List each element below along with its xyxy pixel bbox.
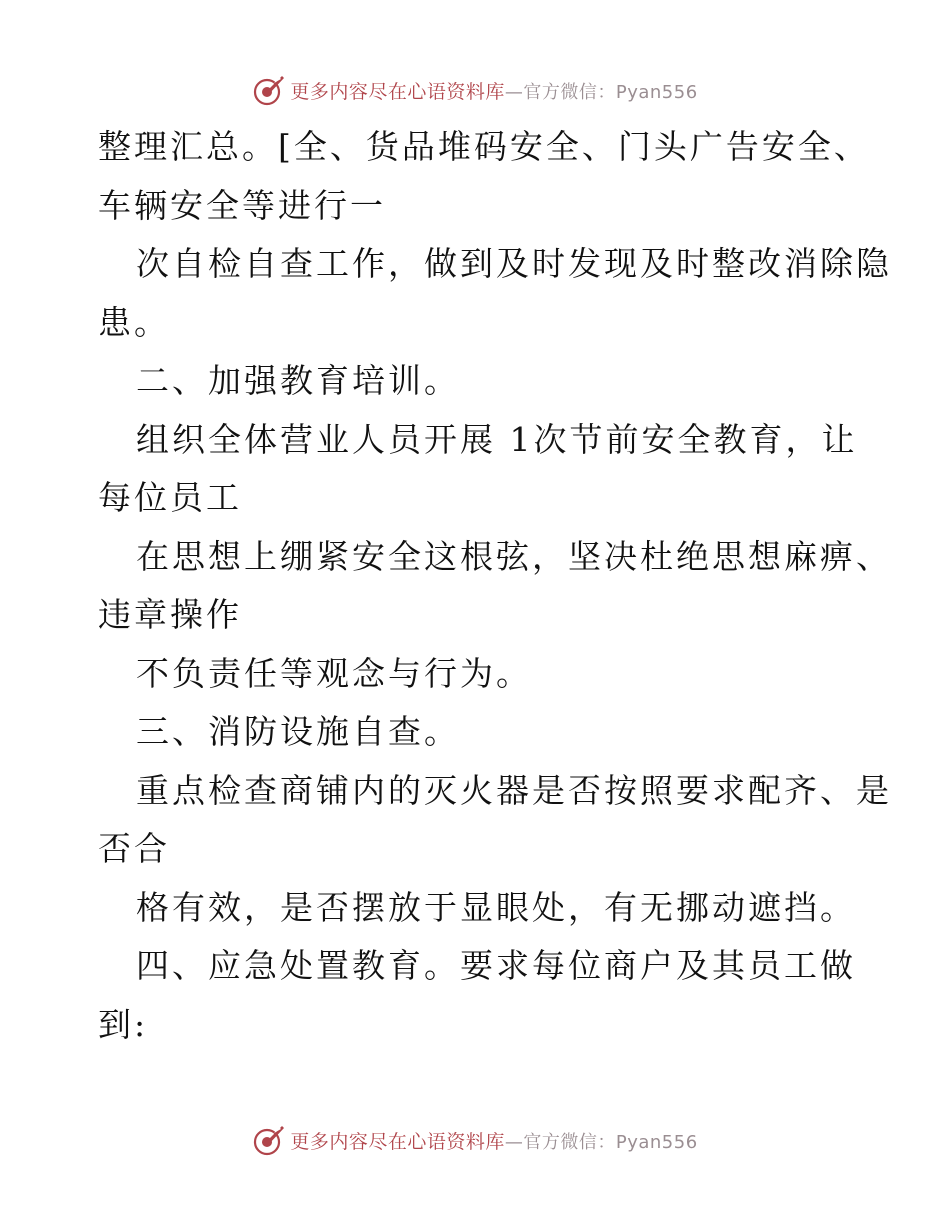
document-line: 二、加强教育培训。: [136, 361, 460, 400]
footer-watermark: [0, 1120, 950, 1160]
document-body: [98, 118, 892, 1054]
watermark-contact-text: —官方微信：Pyan556: [504, 1131, 698, 1153]
document-line: 格有效，是否摆放于显眼处，有无挪动遮挡。: [136, 887, 856, 927]
watermark-contact-text: —官方微信：Pyan556: [504, 81, 698, 103]
header-watermark: [0, 70, 950, 110]
document-line: 到:: [98, 1004, 149, 1044]
document-line: 三、消防设施自查。: [136, 712, 460, 751]
watermark-brand-text: 更多内容尽在心语资料库: [290, 1130, 505, 1153]
document-line: 四、应急处置教育。要求每位商户及其员工做: [136, 946, 856, 985]
document-line: 每位员工: [98, 478, 242, 517]
document-line: 否合: [98, 829, 170, 868]
quill-pen-logo-icon: [252, 1123, 286, 1157]
document-line: 在思想上绷紧安全这根弦，坚决杜绝思想麻痹、: [136, 536, 892, 576]
document-line: 违章操作: [98, 595, 242, 634]
quill-pen-logo-icon: [252, 73, 286, 107]
document-line: 不负责任等观念与行为。: [136, 653, 532, 693]
document-line: 重点检查商铺内的灭火器是否按照要求配齐、是: [136, 770, 892, 810]
watermark-brand-text: 更多内容尽在心语资料库: [290, 80, 505, 103]
document-line: 组织全体营业人员开展 1次节前安全教育，让: [136, 419, 858, 459]
document-line: 车辆安全等进行一: [98, 185, 386, 225]
document-line: 次自检自查工作，做到及时发现及时整改消除隐: [136, 244, 892, 283]
document-line: 整理汇总。[全、货品堆码安全、门头广告安全、: [98, 127, 870, 166]
document-line: 患。: [98, 302, 170, 342]
